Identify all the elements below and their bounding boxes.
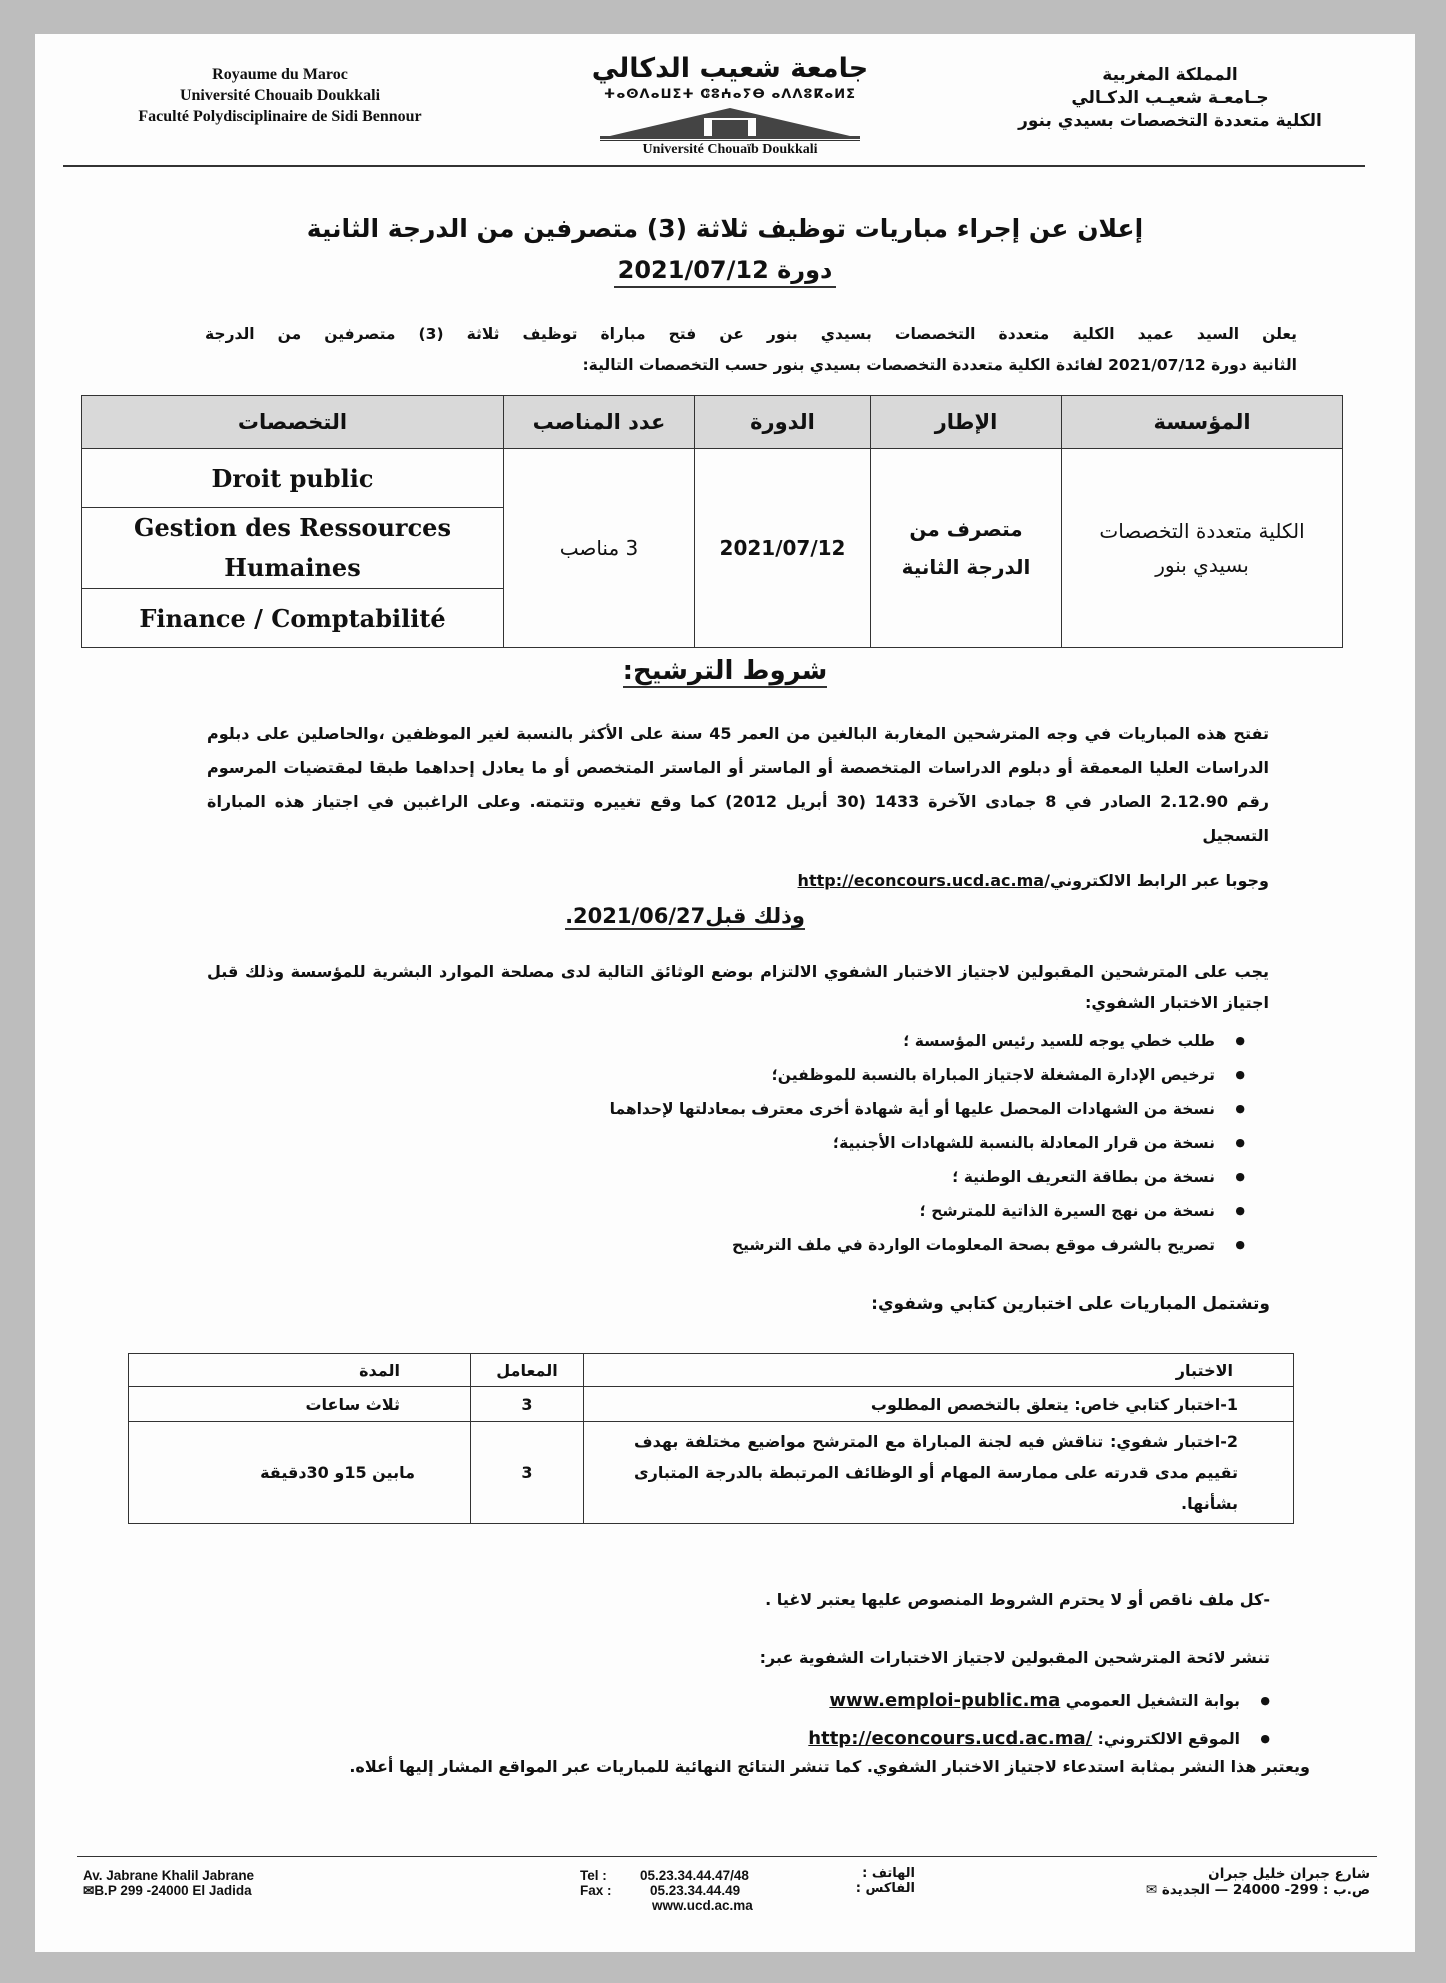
- conditions-paragraph: [207, 717, 1269, 853]
- footer-text: B.P 299 -24000 El Jadida: [94, 1883, 252, 1898]
- positions-row: [82, 449, 1343, 508]
- cell-test: 2-اختبار شفوي: تناقش فيه لجنة المباراة مع المترشح مواضيع مختلفة بهدف تقييم مدى قدرته على ممارسة المهام أو الوظائف المرتبطة بالدرجة المتبارى بشأنها.: [584, 1422, 1294, 1524]
- portal-label: بوابة التشغيل العمومي: [1065, 1692, 1240, 1710]
- header-ar-line: الكلية متعددة التخصصات بسيدي بنور: [1018, 111, 1322, 131]
- incomplete-note: -كل ملف ناقص أو لا يحترم الشروط المنصوص عليها يعتبر لاغيا .: [765, 1590, 1270, 1609]
- publish-intro: تنشر لائحة المترشحين المقبولين لاجتياز الاختبارات الشفوية عبر:: [759, 1648, 1270, 1667]
- intro-paragraph: [205, 319, 1297, 381]
- positions-header-row: [82, 396, 1343, 449]
- session-text: 2021/07/12: [719, 536, 846, 560]
- conditions-heading-wrap: [565, 656, 885, 688]
- list-item: ● نسخة من بطاقة التعريف الوطنية ؛: [255, 1160, 1245, 1194]
- specialty-text: Gestion des Ressources Humaines: [134, 513, 451, 582]
- documents-paragraph: [207, 956, 1269, 1018]
- institution-text: الكلية متعددة التخصصات بسيدي بنور: [1099, 519, 1305, 577]
- publish-list: [535, 1682, 1270, 1758]
- cell-specialty: [82, 508, 504, 589]
- footer-line: [1055, 1882, 1370, 1898]
- cell-specialty: [82, 449, 504, 508]
- logo-tifinagh-text: ⵜⴰⵙⴷⴰⵡⵉⵜ ⵛⵓⵄⴰⵢⴱ ⴰⴷⴷⵓⴽⴰⵍⵉ: [603, 87, 857, 102]
- header-ar-line: جـامعـة شعيـب الدكـالي: [1071, 88, 1269, 108]
- list-item: [535, 1682, 1270, 1720]
- specialty-text: Droit public: [211, 463, 374, 493]
- header-specialties: التخصصات: [82, 396, 504, 449]
- cell-institution: [1062, 449, 1343, 648]
- header-arabic: [985, 64, 1355, 133]
- exams-header-row: [129, 1354, 1294, 1387]
- list-item: ● نسخة من نهج السيرة الذاتية للمترشح ؛: [255, 1194, 1245, 1228]
- cell-count: [504, 449, 695, 648]
- deadline-wrap: [435, 904, 935, 930]
- header-french: [90, 64, 470, 127]
- intro-line: يعلن السيد عميد الكلية متعددة التخصصات بسيدي بنور عن فتح مباراة توظيف ثلاثة (3) متصرفين من الدرجة: [205, 325, 1297, 343]
- tel-value: 05.23.34.44.47/48: [640, 1868, 749, 1883]
- cell-duration: مابين 15و 30دقيقة: [129, 1422, 471, 1524]
- header-coef: المعامل: [471, 1354, 584, 1387]
- site-label: الموقع الالكتروني:: [1097, 1730, 1240, 1748]
- footer-text: ص.ب : 299- 24000 — الجديدة: [1161, 1882, 1370, 1898]
- table-row: [129, 1387, 1294, 1422]
- list-item: ● نسخة من قرار المعادلة بالنسبة للشهادات الأجنبية؛: [255, 1126, 1245, 1160]
- documents-text: يجب على المترشحين المقبولين لاجتياز الاختبار الشفوي الالتزام بوضع الوثائق التالية لدى مصلحة الموارد البشرية للمؤسسة وذلك قبل اجتياز الاختبار الشفوي:: [207, 962, 1269, 1012]
- university-logo: [580, 52, 880, 164]
- specialty-text: Finance / Comptabilité: [139, 603, 446, 633]
- mail-icon: ✉: [83, 1883, 95, 1898]
- list-item: ● طلب خطي يوجه للسيد رئيس المؤسسة ؛: [255, 1024, 1245, 1058]
- header-fr-line: Université Chouaib Doukkali: [179, 87, 381, 104]
- intro-line: الثانية دورة 2021/07/12 لفائدة الكلية متعددة التخصصات بسيدي بنور حسب التخصصات التالية:: [582, 356, 1297, 374]
- footer-line: الفاكس :: [855, 1881, 915, 1896]
- cell-specialty: [82, 589, 504, 648]
- frame-text: متصرف من الدرجة الثانية: [901, 517, 1031, 579]
- session-title: [185, 256, 1265, 288]
- header-count: عدد المناصب: [504, 396, 695, 449]
- tel-label: Tel :: [580, 1868, 607, 1883]
- final-note: [207, 1749, 1310, 1785]
- footer-line: Av. Jabrane Khalil Jabrane: [83, 1868, 255, 1883]
- logo-arabic-text: جامعة شعيب الدكالي: [591, 53, 869, 84]
- cell-session: [695, 449, 871, 648]
- conditions-heading: شروط الترشيح:: [622, 656, 828, 686]
- site-link[interactable]: http://econcours.ucd.ac.ma/: [808, 1728, 1093, 1749]
- header-fr-line: Faculté Polydisciplinaire de Sidi Bennour: [138, 108, 422, 125]
- logo-building-icon: [600, 106, 860, 140]
- footer-line[interactable]: www.ucd.ac.ma: [652, 1898, 753, 1913]
- cell-duration: ثلاث ساعات: [129, 1387, 471, 1422]
- header-institution: المؤسسة: [1062, 396, 1343, 449]
- documents-list: [255, 1024, 1245, 1262]
- header-ar-line: المملكة المغربية: [1102, 65, 1238, 85]
- registration-line: [207, 864, 1269, 898]
- fax-label: Fax :: [580, 1883, 612, 1898]
- exams-table: [128, 1353, 1294, 1524]
- list-item: ● ترخيص الإدارة المشغلة لاجتياز المباراة بالنسبة للموظفين؛: [255, 1058, 1245, 1092]
- cell-coef: 3: [471, 1387, 584, 1422]
- footer-divider: [77, 1856, 1377, 1857]
- logo-caption: Université Chouaïb Doukkali: [600, 140, 860, 159]
- header-test: الاختبار: [584, 1354, 1294, 1387]
- list-item: ● نسخة من الشهادات المحصل عليها أو أية شهادة أخرى معترف بمعادلتها لإحداهما: [255, 1092, 1245, 1126]
- fax-value: 05.23.34.44.49: [650, 1883, 741, 1898]
- footer-line: [83, 1883, 383, 1898]
- list-item: ● تصريح بالشرف موقع بصحة المعلومات الواردة في ملف الترشيح: [255, 1228, 1245, 1262]
- cell-frame: [871, 449, 1062, 648]
- exams-intro: وتشتمل المباريات على اختبارين كتابي وشفوي:: [871, 1294, 1270, 1314]
- footer-address-ar: [1055, 1866, 1370, 1898]
- header-session: الدورة: [695, 396, 871, 449]
- final-text: ويعتبر هذا النشر بمثابة استدعاء لاجتياز الاختبار الشفوي. كما تنشر النتائج النهائية للمباريات عبر المواقع المشار إليها أعلاه.: [349, 1757, 1310, 1776]
- count-text: 3 مناصب: [559, 536, 639, 560]
- registration-text: وجوبا عبر الرابط الالكتروني/: [1044, 871, 1269, 890]
- footer-address-fr: [83, 1868, 383, 1898]
- document-page: [35, 34, 1415, 1952]
- header-frame: الإطار: [871, 396, 1062, 449]
- header-duration: المدة: [129, 1354, 471, 1387]
- session-title-text: دورة 2021/07/12: [614, 256, 837, 288]
- conditions-text: تفتح هذه المباريات في وجه المترشحين المغاربة البالغين من العمر 45 سنة على الأكثر بالنسبة لغير الموظفين ،والحاصلين على دبلوم الدراسات العليا المعمقة أو دبلوم الدراسات المتخصصة أو الماستر أو الماستر المتخصص أو ما يعادل إحداهما طبقا لمقتضيات المرسوم رقم 2.12.90 الصادر في 8 جمادى الآخرة 1433 (30 أبريل 2012) كما وقع تغييره وتتمته. وعلى الراغبين في اجتياز هذه المباراة التسجيل: [207, 724, 1270, 845]
- deadline-text: وذلك قبل2021/06/27.: [565, 904, 805, 928]
- registration-link[interactable]: http://econcours.ucd.ac.ma: [797, 871, 1045, 890]
- header-fr-line: Royaume du Maroc: [212, 66, 348, 83]
- footer-line: شارع جبران خليل جبران: [1208, 1866, 1370, 1882]
- portal-link[interactable]: www.emploi-public.ma: [829, 1690, 1061, 1711]
- header-divider: [63, 165, 1365, 167]
- footer-contact-ar: [815, 1866, 915, 1896]
- cell-test: 1-اختبار كتابي خاص: يتعلق بالتخصص المطلوب: [584, 1387, 1294, 1422]
- cell-coef: 3: [471, 1422, 584, 1524]
- table-row: [129, 1422, 1294, 1524]
- footer-line: الهاتف :: [862, 1866, 915, 1881]
- announcement-title: إعلان عن إجراء مباريات توظيف ثلاثة (3) متصرفين من الدرجة الثانية: [306, 214, 1144, 243]
- positions-table: [81, 395, 1343, 648]
- mail-icon: ✉: [1145, 1882, 1158, 1898]
